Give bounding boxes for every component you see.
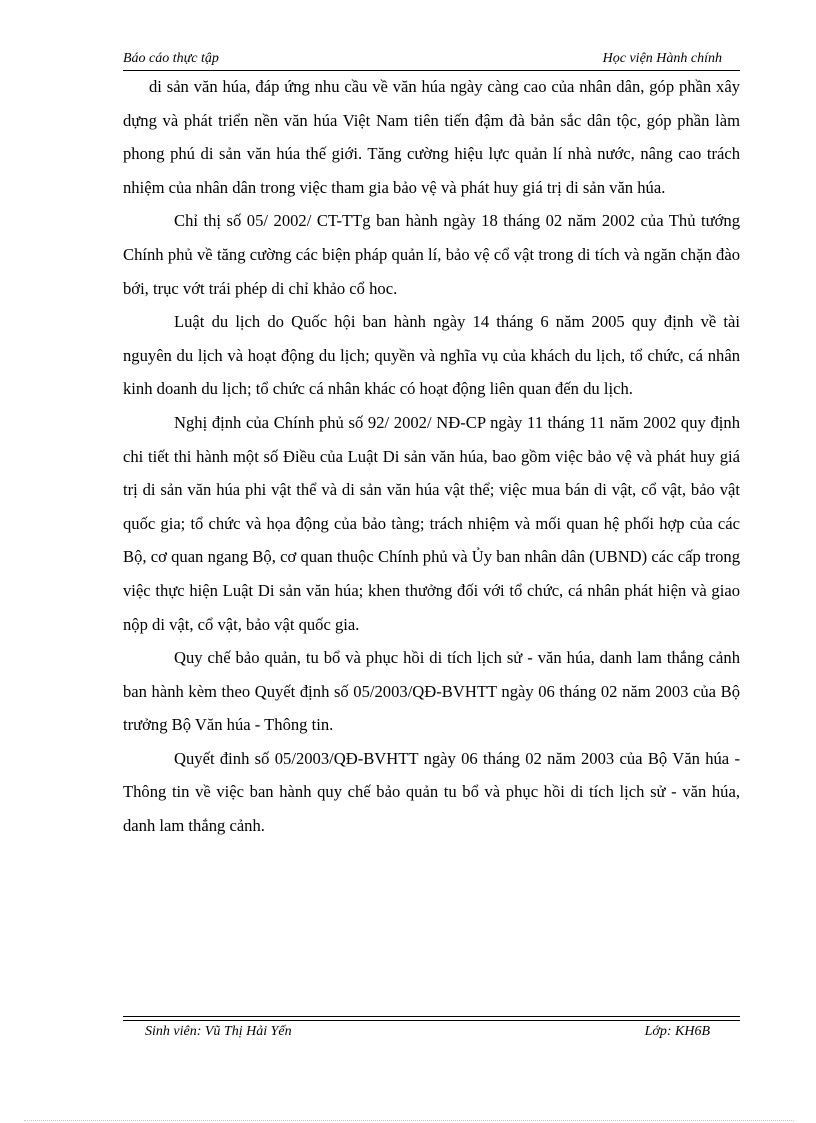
footer-class: Lớp: KH6B bbox=[644, 1024, 710, 1039]
header-report-title: Báo cáo thực tập bbox=[123, 51, 219, 66]
footer-student-name: Sinh viên: Vũ Thị Hải Yến bbox=[145, 1024, 292, 1039]
paragraph: di sản văn húa, đáp ứng nhu cầu về văn húa ngày càng cao của nhân dân, góp phần xây dựng và phát triển nền văn húa Việt Nam tiên tiến đậm đà bản sắc dân tộc, góp phần làm phong phú di sản văn húa thế giới. Tăng cường hiệu lực quản lí nhà nước, nâng cao trách nhiệm của nhân dân trong việc tham gia bảo vệ và phát huy giá trị di sản văn húa. bbox=[123, 77, 740, 197]
page-edge-line bbox=[24, 1120, 794, 1121]
page-footer bbox=[145, 1022, 710, 1042]
paragraph: Chỉ thị số 05/ 2002/ CT-TTg ban hành ngày 18 tháng 02 năm 2002 của Thủ tướng Chính phủ về tăng cường các biện pháp quản lí, bảo vệ cổ vật trong di tích và ngăn chặn đào bới, trục vớt trái phép di chỉ khảo cổ hoc. bbox=[123, 211, 740, 298]
footer-divider-bottom bbox=[123, 1020, 740, 1021]
header-institution: Học viện Hành chính bbox=[602, 51, 722, 66]
paragraph: Quyết đinh số 05/2003/QĐ-BVHTT ngày 06 tháng 02 năm 2003 của Bộ Văn húa - Thông tin về việc ban hành quy chế bảo quản tu bổ và phục hồi di tích lịch sử - văn húa, danh lam thắng cảnh. bbox=[123, 748, 740, 836]
paragraph: Nghị định của Chính phủ số 92/ 2002/ NĐ-CP ngày 11 tháng 11 năm 2002 quy định chi tiết thi hành một số Điều của Luật Di sản văn húa, bao gồm việc bảo vệ và phát huy giá trị di sản văn húa phi vật thể và di sản văn húa vật thể; việc mua bán di vật, cổ vật, bảo vật quốc gia; tổ chức và họa động của bảo tàng; trách nhiệm và mối quan hệ phối hợp của các Bộ, cơ quan ngang Bộ, cơ quan thuộc Chính phủ và Ủy ban nhân dân (UBND) các cấp trong việc thực hiện Luật Di sản văn húa; khen thưởng đối với tổ chức, cá nhân phát hiện và giao nộp di vật, cổ vật, bảo vật quốc gia. bbox=[123, 412, 740, 634]
footer-divider-top bbox=[123, 1016, 740, 1017]
paragraph: Quy chế bảo quản, tu bổ và phục hồi di tích lịch sử - văn húa, danh lam thắng cảnh ban hành kèm theo Quyết định số 05/2003/QĐ-BVHTT ngày 06 tháng 02 năm 2003 của Bộ trưởng Bộ Văn húa - Thông tin. bbox=[123, 648, 740, 735]
paragraph: Luật du lịch do Quốc hội ban hành ngày 14 tháng 6 năm 2005 quy định về tài nguyên du lịch và hoạt động du lịch; quyền và nghĩa vụ của khách du lịch, tổ chức, cá nhân kinh doanh du lịch; tổ chức cá nhân khác có hoạt động liên quan đến du lịch. bbox=[123, 312, 740, 399]
document-body bbox=[123, 70, 740, 843]
page-header bbox=[123, 50, 740, 71]
